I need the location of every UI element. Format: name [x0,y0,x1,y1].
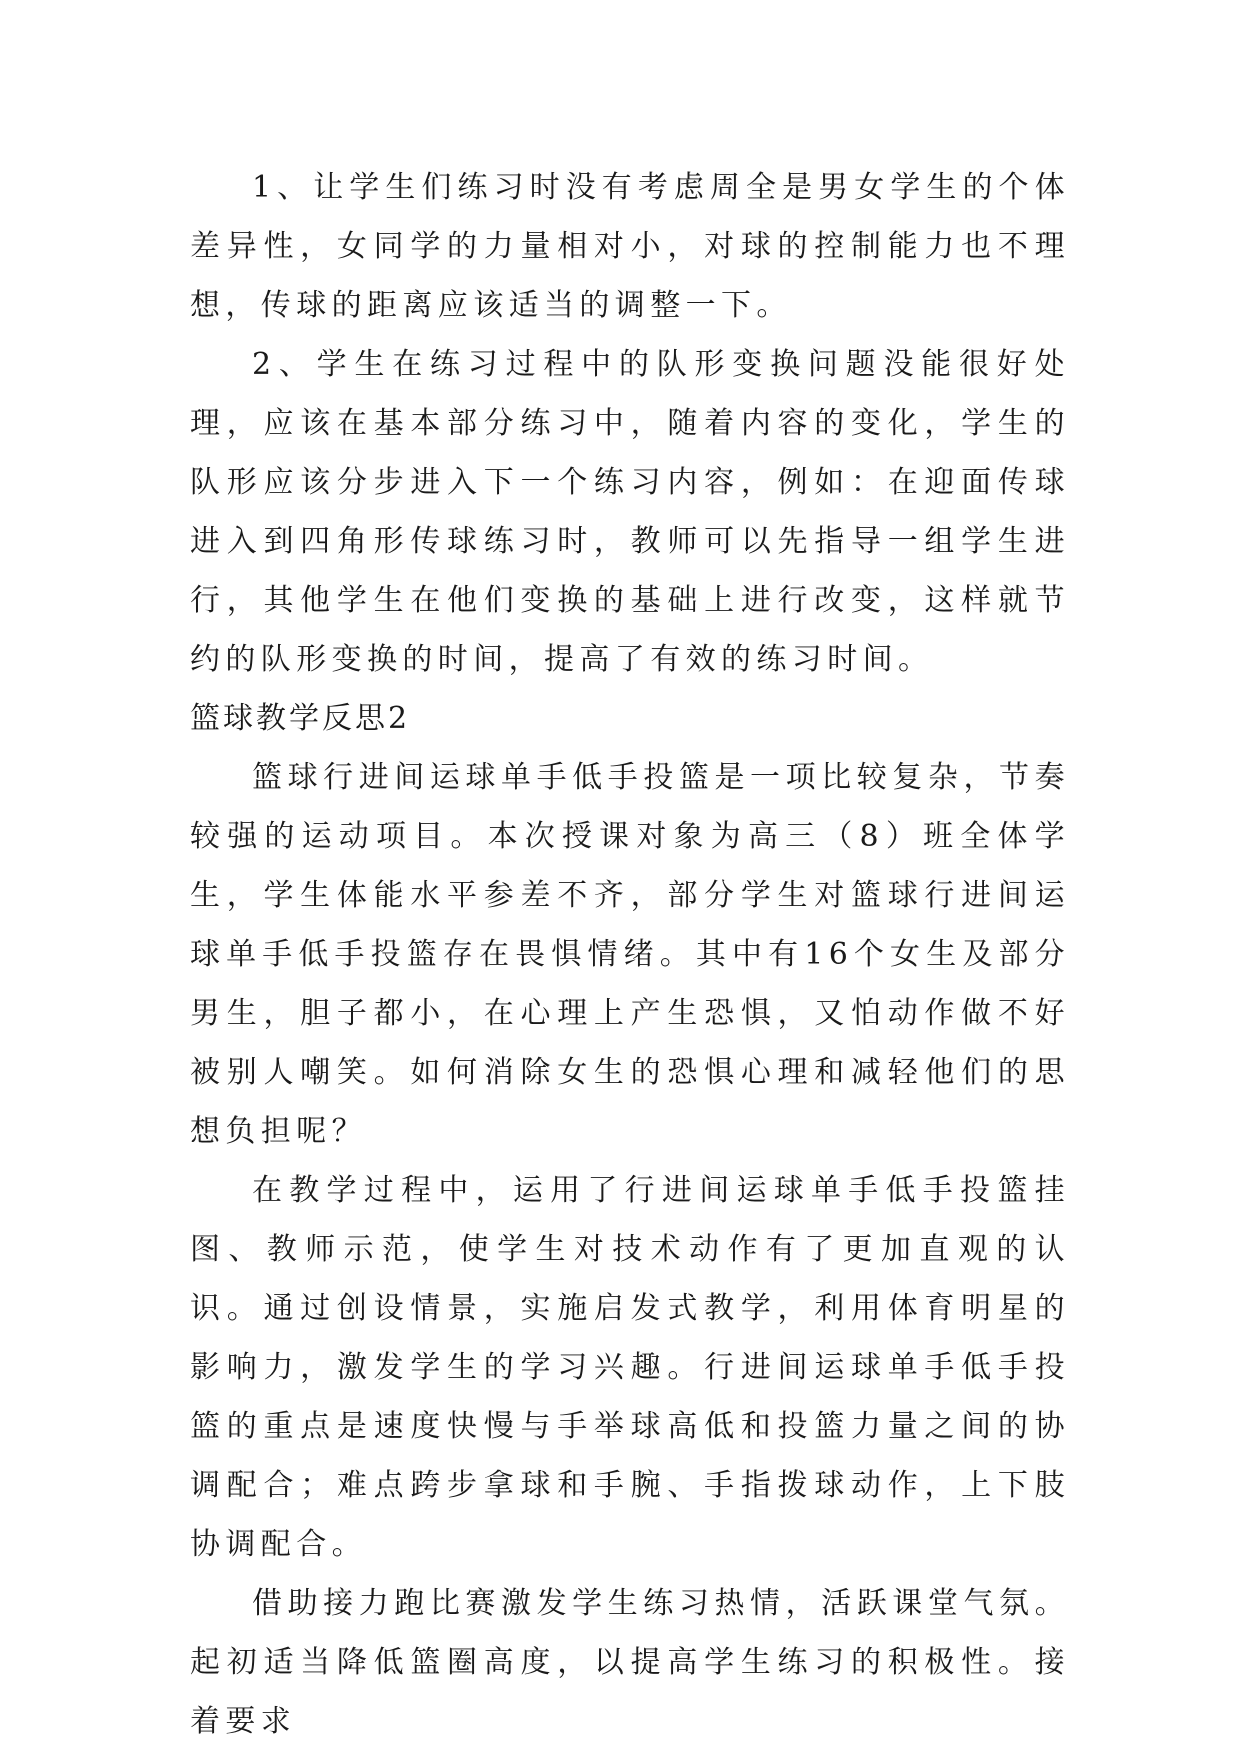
paragraph-reflection-1-point-2: 2、学生在练习过程中的队形变换问题没能很好处理，应该在基本部分练习中，随着内容的变化，学生的队形应该分步进入下一个练习内容，例如：在迎面传球进入到四角形传球练习时，教师可以先指导一组学生进行，其他学生在他们变换的基础上进行改变，这样就节约的队形变换的时间，提高了有效的练习时间。 [190,347,1070,677]
paragraph-reflection-2-para-3: 借助接力跑比赛激发学生练习热情，活跃课堂气氛。起初适当降低篮圈高度，以提高学生练习的积极性。接着要求 [190,1586,1070,1739]
document-body [190,158,1070,1751]
paragraph-reflection-2-para-2: 在教学过程中，运用了行进间运球单手低手投篮挂图、教师示范，使学生对技术动作有了更加直观的认识。通过创设情景，实施启发式教学，利用体育明星的影响力，激发学生的学习兴趣。行进间运球单手低手投篮的重点是速度快慢与手举球高低和投篮力量之间的协调配合；难点跨步拿球和手腕、手指拨球动作，上下肢协调配合。 [190,1173,1070,1562]
paragraph-reflection-1-point-1: 1、让学生们练习时没有考虑周全是男女学生的个体差异性，女同学的力量相对小，对球的控制能力也不理想，传球的距离应该适当的调整一下。 [190,170,1070,323]
paragraph-reflection-2-para-1: 篮球行进间运球单手低手投篮是一项比较复杂，节奏较强的运动项目。本次授课对象为高三（8）班全体学生，学生体能水平参差不齐，部分学生对篮球行进间运球单手低手投篮存在畏惧情绪。其中有16个女生及部分男生，胆子都小，在心理上产生恐惧，又怕动作做不好被别人嘲笑。如何消除女生的恐惧心理和减轻他们的思想负担呢？ [190,760,1070,1149]
section-heading: 篮球教学反思2 [190,701,411,736]
